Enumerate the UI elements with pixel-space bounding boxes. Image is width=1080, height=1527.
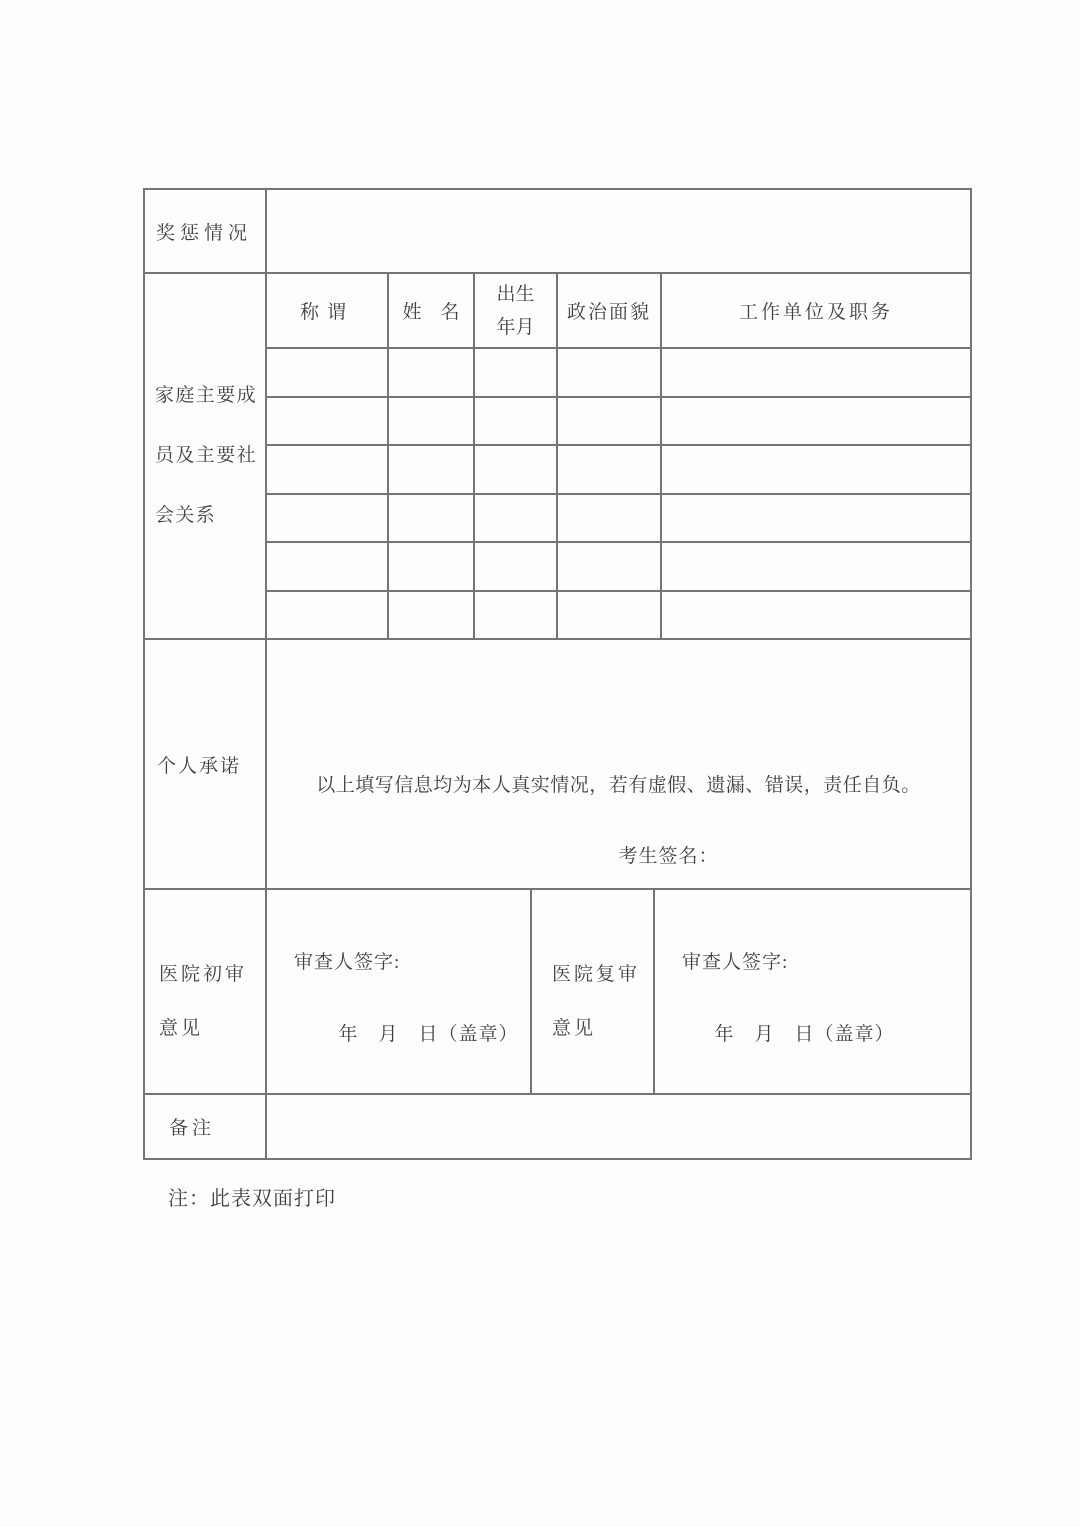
family-col-header-relation: 称谓 xyxy=(267,274,389,347)
family-cell xyxy=(267,349,389,396)
family-col-header-birthdate: 出生年月 xyxy=(475,274,558,347)
family-cell xyxy=(389,495,475,542)
family-col-header-political-status: 政治面貌 xyxy=(558,274,662,347)
family-cell xyxy=(267,592,389,639)
family-cell xyxy=(475,592,558,639)
family-cell xyxy=(558,398,662,445)
commitment-statement: 以上填写信息均为本人真实情况，若有虚假、遗漏、错误，责任自负。 xyxy=(316,775,921,796)
family-cell xyxy=(558,349,662,396)
family-cell xyxy=(558,543,662,590)
commitment-label: 个人承诺 xyxy=(157,755,242,777)
family-cell xyxy=(475,398,558,445)
final-reviewer-signature-label: 审查人签字: xyxy=(682,952,789,973)
family-cell xyxy=(662,446,970,493)
family-col-header-name: 姓 名 xyxy=(389,274,475,347)
family-cell xyxy=(475,446,558,493)
family-cell xyxy=(267,543,389,590)
initial-review-label-cell xyxy=(145,890,267,1093)
family-cell xyxy=(267,398,389,445)
family-cell xyxy=(662,543,970,590)
family-cell xyxy=(475,349,558,396)
family-row xyxy=(267,398,970,447)
family-cell xyxy=(389,349,475,396)
candidate-signature-label: 考生签名： xyxy=(618,846,719,867)
initial-review-date-label: 年 月 日（盖章） xyxy=(338,1024,519,1045)
initial-review-content-cell xyxy=(267,890,532,1093)
family-cell xyxy=(558,592,662,639)
family-row xyxy=(267,543,970,592)
family-cell xyxy=(389,543,475,590)
family-cell xyxy=(475,495,558,542)
family-row xyxy=(267,349,970,398)
family-cell xyxy=(267,495,389,542)
family-label: 家庭主要成员及主要社会关系 xyxy=(155,385,258,526)
initial-reviewer-signature-label: 审查人签字: xyxy=(294,952,401,973)
remarks-row xyxy=(145,1095,970,1158)
family-row xyxy=(267,495,970,544)
family-col-header-work-unit: 工作单位及职务 xyxy=(738,302,893,323)
family-row xyxy=(267,592,970,639)
remarks-label-cell xyxy=(145,1095,267,1158)
remarks-value-cell xyxy=(267,1095,970,1158)
rewards-value-cell xyxy=(267,190,970,272)
final-review-content-cell xyxy=(655,890,970,1093)
final-review-label-cell xyxy=(532,890,655,1093)
family-cell xyxy=(558,446,662,493)
family-cell xyxy=(558,495,662,542)
initial-review-label: 医院初审意见 xyxy=(159,963,248,1039)
commitment-content-cell xyxy=(267,640,970,888)
family-cell xyxy=(662,398,970,445)
rewards-row xyxy=(145,190,970,274)
rewards-label-cell xyxy=(145,190,267,272)
commitment-row xyxy=(145,640,970,890)
family-cell xyxy=(389,398,475,445)
family-cell xyxy=(662,349,970,396)
commitment-label-cell xyxy=(145,640,267,888)
application-form-table xyxy=(143,188,972,1160)
family-label-cell xyxy=(145,274,267,638)
family-cell xyxy=(662,495,970,542)
print-instruction-note: 注：此表双面打印 xyxy=(168,1188,336,1210)
family-header-row xyxy=(267,274,970,349)
family-cell xyxy=(389,446,475,493)
family-cell xyxy=(475,543,558,590)
review-row xyxy=(145,890,970,1095)
final-review-label: 医院复审意见 xyxy=(552,963,641,1039)
family-row xyxy=(267,446,970,495)
family-cell xyxy=(267,446,389,493)
family-cell xyxy=(662,592,970,639)
remarks-label: 备注 xyxy=(169,1118,216,1139)
family-section-row xyxy=(145,274,970,640)
family-grid xyxy=(267,274,970,638)
family-cell xyxy=(389,592,475,639)
rewards-label: 奖惩情况 xyxy=(156,222,253,244)
final-review-date-label: 年 月 日（盖章） xyxy=(714,1024,895,1045)
